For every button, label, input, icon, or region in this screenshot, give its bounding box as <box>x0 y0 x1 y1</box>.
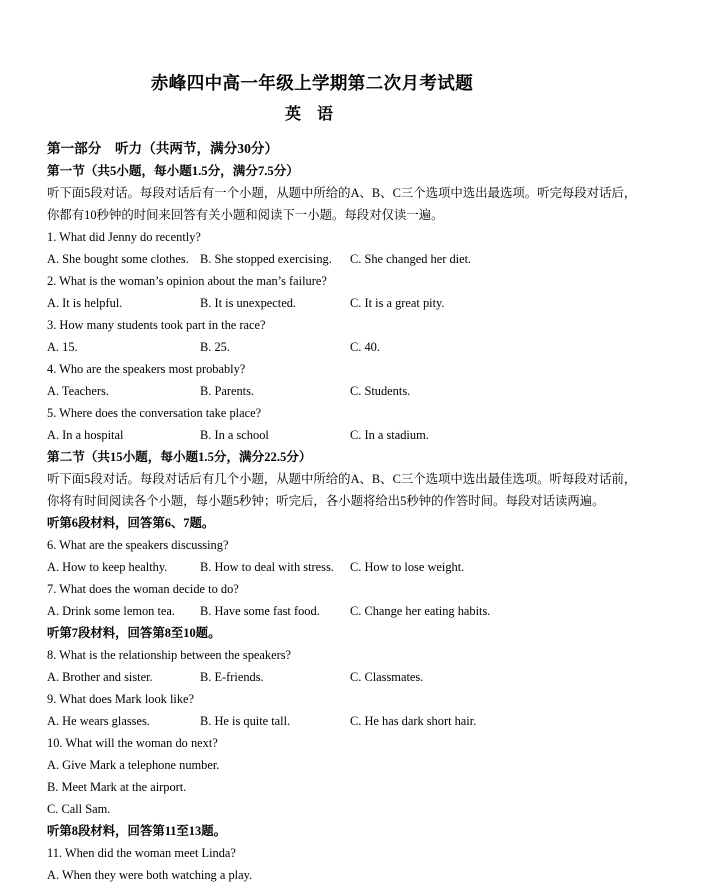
option-11-a[interactable]: A. When they were both watching a play. <box>47 868 253 882</box>
section-one-heading: 第一节（共5小题，每小题1.5分，满分7.5分） <box>47 164 299 178</box>
section-two-heading: 第二节（共15小题，每小题1.5分，满分22.5分） <box>47 450 312 464</box>
document-content <box>47 0 657 886</box>
section-one-instruction-line-1: 听下面5段对话。每段对话后有一个小题，从题中所给的A、B、C三个选项中选出最选项。听完每段对话后， <box>47 186 637 200</box>
section-two-instruction-line-1: 听下面5段对话。每段对话后有几个小题，从题中所给的A、B、C三个选项中选出最佳选项。听每段对话前， <box>47 472 637 486</box>
option-3-c[interactable]: C. 40. <box>350 340 380 354</box>
question-stem-4: 4. Who are the speakers most probably? <box>47 362 246 376</box>
option-row-7 <box>47 600 657 622</box>
option-8-c[interactable]: C. Classmates. <box>350 670 424 684</box>
option-6-a[interactable]: A. How to keep healthy. <box>47 560 168 574</box>
question-stem-2: 2. What is the woman’s opinion about the man’s failure? <box>47 274 327 288</box>
option-row-8 <box>47 666 657 688</box>
option-6-c[interactable]: C. How to lose weight. <box>350 560 465 574</box>
material-note-7: 听第7段材料，回答第8至10题。 <box>47 626 221 640</box>
option-4-a[interactable]: A. Teachers. <box>47 384 109 398</box>
option-5-c[interactable]: C. In a stadium. <box>350 428 429 442</box>
question-stem-11: 11. When did the woman meet Linda? <box>47 846 236 860</box>
option-row-4 <box>47 380 657 402</box>
option-2-a[interactable]: A. It is helpful. <box>47 296 123 310</box>
question-stem-1: 1. What did Jenny do recently? <box>47 230 201 244</box>
question-stem-8: 8. What is the relationship between the speakers? <box>47 648 292 662</box>
option-5-a[interactable]: A. In a hospital <box>47 428 124 442</box>
option-4-c[interactable]: C. Students. <box>350 384 411 398</box>
option-row-3 <box>47 336 657 358</box>
option-2-c[interactable]: C. It is a great pity. <box>350 296 445 310</box>
option-10-b[interactable]: B. Meet Mark at the airport. <box>47 780 187 794</box>
option-9-c[interactable]: C. He has dark short hair. <box>350 714 477 728</box>
option-row-5 <box>47 424 657 446</box>
option-1-b[interactable]: B. She stopped exercising. <box>200 252 332 266</box>
option-3-a[interactable]: A. 15. <box>47 340 78 354</box>
option-row-6 <box>47 556 657 578</box>
option-4-b[interactable]: B. Parents. <box>200 384 255 398</box>
question-stem-3: 3. How many students took part in the race? <box>47 318 266 332</box>
material-note-6: 听第6段材料，回答第6、7题。 <box>47 516 215 530</box>
option-1-a[interactable]: A. She bought some clothes. <box>47 252 189 266</box>
option-6-b[interactable]: B. How to deal with stress. <box>200 560 334 574</box>
option-10-a[interactable]: A. Give Mark a telephone number. <box>47 758 220 772</box>
option-8-a[interactable]: A. Brother and sister. <box>47 670 153 684</box>
option-row-9 <box>47 710 657 732</box>
option-5-b[interactable]: B. In a school <box>200 428 269 442</box>
option-7-a[interactable]: A. Drink some lemon tea. <box>47 604 176 618</box>
option-2-b[interactable]: B. It is unexpected. <box>200 296 297 310</box>
question-stem-10: 10. What will the woman do next? <box>47 736 218 750</box>
option-row-2 <box>47 292 657 314</box>
page-title: 赤峰四中高一年级上学期第二次月考试题 <box>150 73 474 93</box>
question-stem-7: 7. What does the woman decide to do? <box>47 582 239 596</box>
part-one-heading: 第一部分 听力（共两节，满分30分） <box>47 141 279 156</box>
material-note-8: 听第8段材料，回答第11至13题。 <box>47 824 226 838</box>
option-7-b[interactable]: B. Have some fast food. <box>200 604 320 618</box>
option-3-b[interactable]: B. 25. <box>200 340 230 354</box>
question-stem-5: 5. Where does the conversation take place? <box>47 406 262 420</box>
section-one-instruction-line-2: 你都有10秒钟的时间来回答有关小题和阅读下一小题。每段对仅读一遍。 <box>47 208 444 222</box>
option-8-b[interactable]: B. E-friends. <box>200 670 264 684</box>
page-subtitle: 英 语 <box>284 106 339 123</box>
option-row-1 <box>47 248 657 270</box>
question-stem-6: 6. What are the speakers discussing? <box>47 538 229 552</box>
option-9-a[interactable]: A. He wears glasses. <box>47 714 150 728</box>
option-1-c[interactable]: C. She changed her diet. <box>350 252 472 266</box>
option-10-c[interactable]: C. Call Sam. <box>47 802 111 816</box>
option-9-b[interactable]: B. He is quite tall. <box>200 714 291 728</box>
section-two-instruction-line-2: 你将有时间阅读各个小题，每小题5秒钟；听完后，各小题将给出5秒钟的作答时间。每段对话读两遍。 <box>47 494 605 508</box>
option-7-c[interactable]: C. Change her eating habits. <box>350 604 491 618</box>
question-stem-9: 9. What does Mark look like? <box>47 692 195 706</box>
